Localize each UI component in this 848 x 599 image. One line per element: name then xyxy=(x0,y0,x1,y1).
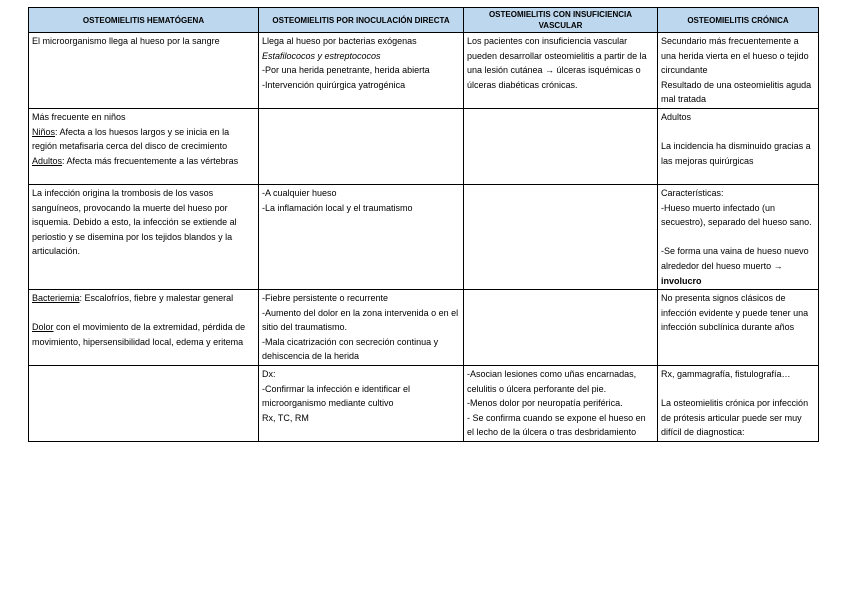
cell-r2-c1 xyxy=(29,108,259,184)
cell-r4-c4 xyxy=(658,290,819,366)
text: -A cualquier hueso xyxy=(262,187,337,198)
text: La incidencia ha disminuido gracias a las mejoras quirúrgicas xyxy=(661,141,811,166)
label-adultos: Adultos xyxy=(32,155,63,166)
text: -Aumento del dolor en la zona intervenida o en el sitio del traumatismo. xyxy=(262,307,459,333)
label-dolor: Dolor xyxy=(32,322,54,333)
text: Resultado de una osteomielitis aguda mal tratada xyxy=(661,79,812,105)
header-row xyxy=(29,8,819,33)
table-row xyxy=(29,108,819,184)
header-hematogena: OSTEOMIELITIS HEMATÓGENA xyxy=(29,8,259,33)
table-row xyxy=(29,33,819,109)
text: -Mala cicatrización con secreción continua y dehiscencia de la herida xyxy=(262,336,439,362)
text: -Por una herida penetrante, herida abierta xyxy=(262,65,430,76)
text: La osteomielitis crónica por infección de prótesis articular puede ser muy difícil de diagnostica: xyxy=(661,398,809,438)
text: : Afecta a los huesos largos y se inicia en la región metafisaria cerca del disco de crecimiento xyxy=(32,126,230,152)
text: Secundario más frecuentemente a una herida vierta en el hueso o tejido circundante xyxy=(661,36,809,76)
cell-r1-c3 xyxy=(464,33,658,109)
text: Características: xyxy=(661,187,724,198)
label-ninos: Niños xyxy=(32,126,56,137)
text: Dx: xyxy=(262,369,276,380)
text xyxy=(32,291,255,306)
text xyxy=(32,320,255,349)
text: Estafilococos y estreptococos xyxy=(262,50,381,61)
cell-r5-c3 xyxy=(464,366,658,442)
text xyxy=(32,125,255,154)
spacer xyxy=(661,230,815,245)
text: -Se forma una vaina de hueso nuevo alrededor del hueso muerto → xyxy=(661,246,809,271)
cell-r4-c2 xyxy=(259,290,464,366)
text: Los pacientes con insuficiencia vascular pueden desarrollar osteomielitis a partir de la una lesión cutánea → úlceras isquémicas o úlceras diabéticas crónicas. xyxy=(467,36,647,90)
text: - Se confirma cuando se expone el hueso en el lecho de la úlcera o tras desbridamiento xyxy=(467,412,646,438)
cell-r5-c2 xyxy=(259,366,464,442)
text: Más frecuente en niños xyxy=(32,111,126,122)
spacer xyxy=(32,168,255,183)
text: -Hueso muerto infectado (un secuestro), separado del hueso sano. xyxy=(661,202,812,228)
cell-r2-c3 xyxy=(464,108,658,184)
cell-r3-c1 xyxy=(29,184,259,289)
cell-r3-c2 xyxy=(259,184,464,289)
text: Rx, gammagrafía, fistulografía… xyxy=(661,369,791,380)
cell-r1-c4 xyxy=(658,33,819,109)
term-involucro: involucro xyxy=(661,275,702,286)
text: -Confirmar la infección e identificar el microorganismo mediante cultivo xyxy=(262,383,411,409)
text: Adultos xyxy=(661,111,692,122)
spacer xyxy=(661,125,815,140)
text: La infección origina la trombosis de los vasos sanguíneos, provocando la muerte del hueso por isquemia. Debido a esto, la infección se extiende al periostio y se disemina por los tejidos blandos y la articulación. xyxy=(32,187,237,257)
text: con el movimiento de la extremidad, pérdida de movimiento, hipersensibilidad local, edema y eritema xyxy=(32,322,246,347)
text: El microorganismo llega al hueso por la sangre xyxy=(32,36,220,46)
cell-r4-c1 xyxy=(29,290,259,366)
cell-r3-c3 xyxy=(464,184,658,289)
table-row xyxy=(29,366,819,442)
label-bacteriemia: Bacteriemia xyxy=(32,293,80,304)
text: Rx, TC, RM xyxy=(262,412,309,423)
cell-r4-c3 xyxy=(464,290,658,366)
cell-r2-c4 xyxy=(658,108,819,184)
table-row xyxy=(29,290,819,366)
header-insuficiencia: OSTEOMIELITIS CON INSUFICIENCIA VASCULAR xyxy=(464,8,658,33)
header-cronica: OSTEOMIELITIS CRÓNICA xyxy=(658,8,819,33)
cell-r3-c4 xyxy=(658,184,819,289)
osteomyelitis-table xyxy=(28,7,819,442)
cell-r5-c4 xyxy=(658,366,819,442)
table-row xyxy=(29,184,819,289)
spacer xyxy=(32,306,255,321)
text: Llega al hueso por bacterias exógenas xyxy=(262,36,417,46)
text: -Asocian lesiones como uñas encarnadas, celulitis o úlcera perforante del pie. xyxy=(467,369,637,394)
text: No presenta signos clásicos de infección evidente y puede tener una infección subclínica durante años xyxy=(661,293,809,333)
text: -Intervención quirúrgica yatrogénica xyxy=(262,79,406,90)
spacer xyxy=(661,382,815,397)
text: -La inflamación local y el traumatismo xyxy=(262,202,413,213)
text: : Afecta más frecuentemente a las vértebras xyxy=(62,155,239,166)
cell-r5-c1 xyxy=(29,366,259,442)
text: -Fiebre persistente o recurrente xyxy=(262,293,389,304)
text: -Menos dolor por neuropatía periférica. xyxy=(467,398,623,409)
header-inoculacion: OSTEOMIELITIS POR INOCULACIÓN DIRECTA xyxy=(259,8,464,33)
cell-r1-c2 xyxy=(259,33,464,109)
text xyxy=(661,244,815,288)
text: : Escalofríos, fiebre y malestar general xyxy=(79,293,234,304)
cell-r2-c2 xyxy=(259,108,464,184)
cell-r1-c1 xyxy=(29,33,259,109)
text xyxy=(32,154,255,169)
